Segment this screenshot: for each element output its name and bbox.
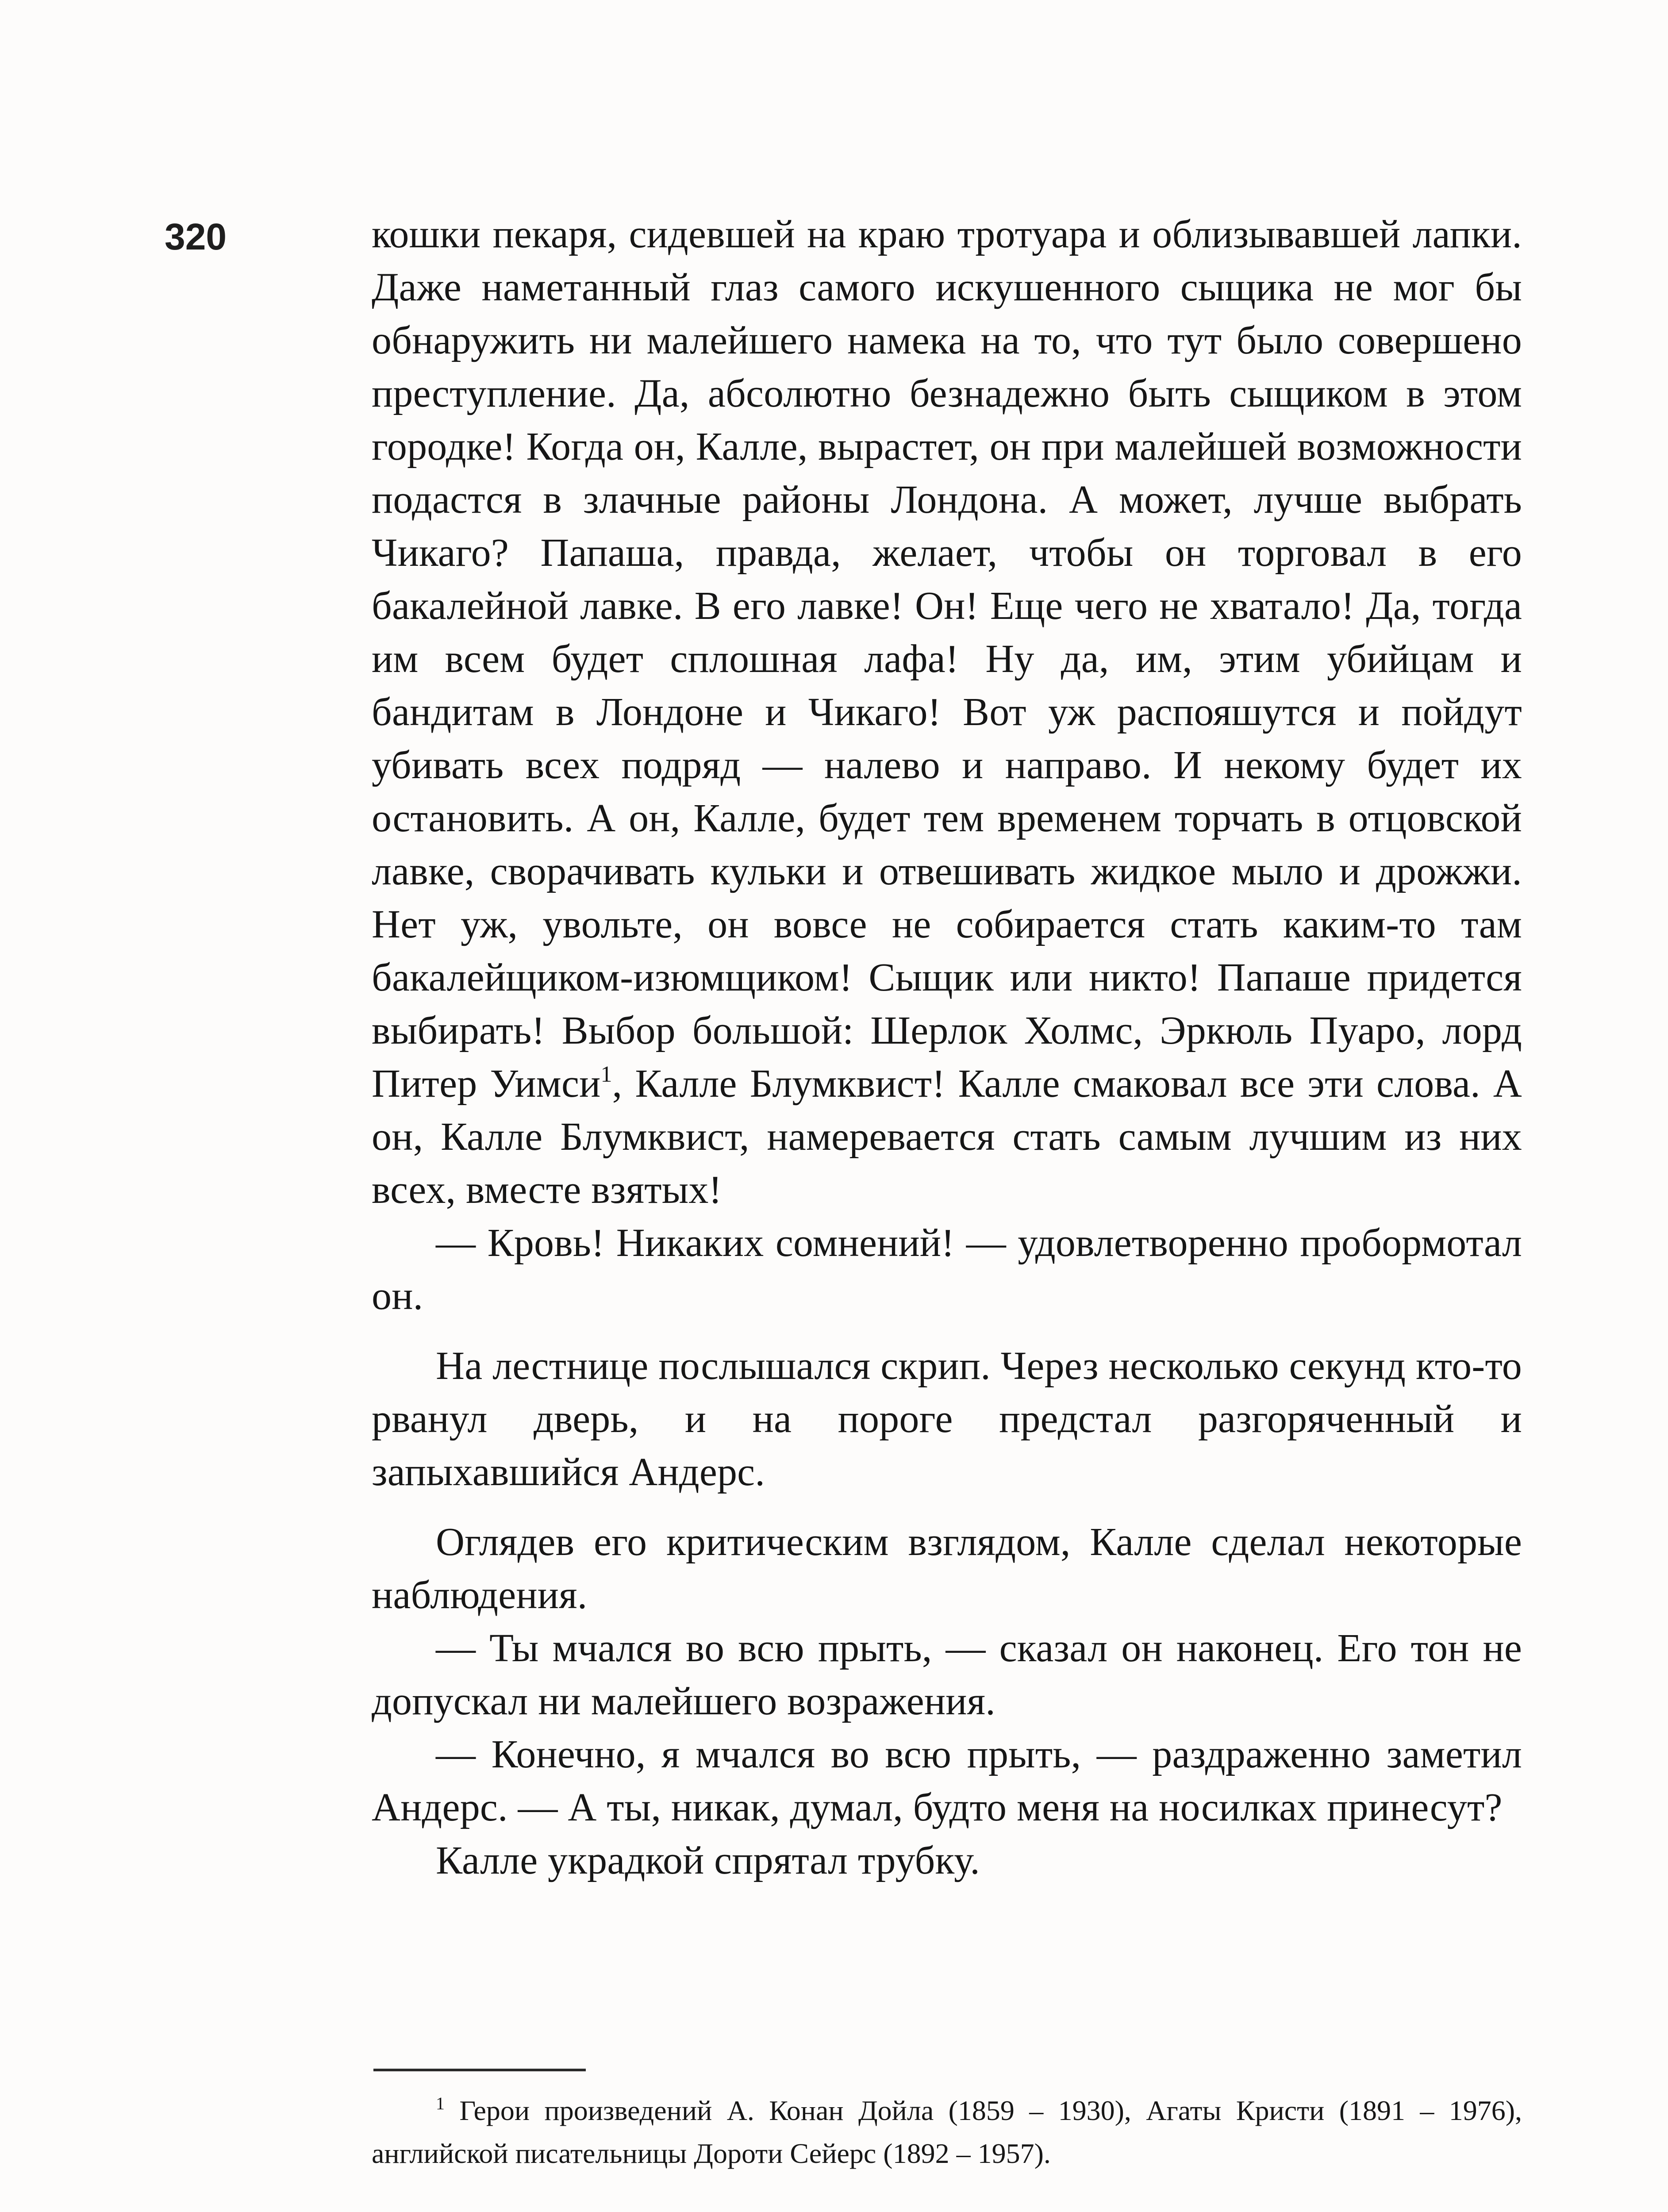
footnote-marker: 1	[436, 2093, 445, 2113]
footnote-text: Герои произведений А. Конан Дойла (1859 – 1930), Агаты Кристи (1891 – 1976), английской писательницы Дороти Сейерс (1892 – 1957).	[372, 2095, 1522, 2169]
paragraph-2: — Кровь! Никаких сомнений! — удовлетворенно пробормотал он.	[372, 1221, 1522, 1318]
paragraph-1	[372, 208, 1522, 1217]
footnotes	[372, 2089, 1522, 2175]
paragraph-7: Калле украдкой спрятал трубку.	[436, 1839, 980, 1882]
paragraph-3: На лестнице послышался скрип. Через несколько секунд кто-то рванул дверь, и на пороге предстал разгоряченный и запыхавшийся Андерс.	[372, 1344, 1522, 1494]
footnote-reference: 1	[600, 1062, 612, 1087]
page-number: 320	[165, 216, 227, 257]
main-text	[372, 208, 1522, 1887]
paragraph-6: — Конечно, я мчался во всю прыть, — раздраженно заметил Андерс. — А ты, никак, думал, будто меня на носилках принесут?	[372, 1732, 1522, 1829]
footnote-divider	[373, 2069, 586, 2071]
paragraph-5: — Ты мчался во всю прыть, — сказал он наконец. Его тон не допускал ни малейшего возражения.	[372, 1626, 1522, 1723]
paragraph-4: Оглядев его критическим взглядом, Калле сделал некоторые наблюдения.	[372, 1520, 1522, 1617]
footnote-1	[372, 2089, 1522, 2175]
paragraph-1-text: кошки пекаря, сидевшей на краю тротуара и облизывавшей лапки. Даже наметанный глаз самого искушенного сыщика не мог бы обнаружить ни малейшего намека на то, что тут было совершено преступление. Да, абсолютно безнадежно быть сыщиком в этом городке! Когда он, Калле, вырастет, он при малейшей возможности подастся в злачные районы Лондона. А может, лучше выбрать Чикаго? Папаша, правда, желает, чтобы он торговал в его бакалейной лавке. В его лавке! Он! Еще чего не хватало! Да, тогда им всем будет сплошная лафа! Ну да, им, этим убийцам и бандитам в Лондоне и Чикаго! Вот уж распояшутся и пойдут убивать всех подряд — налево и направо. И некому будет их остановить. А он, Калле, будет тем временем торчать в отцовской лавке, сворачивать кульки и отвешивать жидкое мыло и дрожжи. Нет уж, увольте, он вовсе не собирается стать каким-то там бакалейщиком-изюмщиком! Сыщик или никто! Папаше придется выбирать! Выбор большой: Шерлок Холмс, Эркюль Пуаро, лорд Питер Уимси	[372, 212, 1522, 1106]
paragraph-1-text-continued: , Калле Блумквист! Калле смаковал все эти слова. А он, Калле Блумквист, намеревается стать самым лучшим из них всех, вместе взятых!	[372, 1062, 1522, 1212]
